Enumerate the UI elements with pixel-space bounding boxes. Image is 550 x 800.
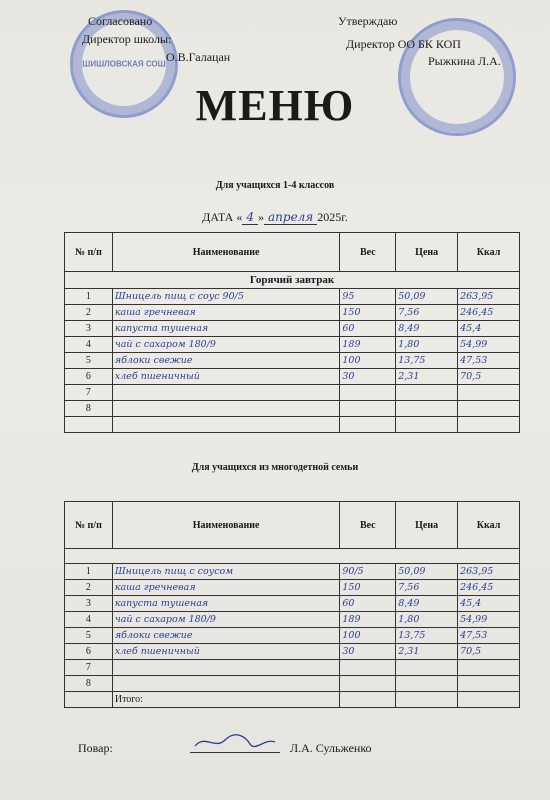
table-row: [65, 564, 520, 580]
dish-kcal: 70,5: [458, 369, 520, 385]
dish-kcal: 54,99: [458, 612, 520, 628]
dish-weight: 60: [340, 321, 396, 337]
table-row: [65, 676, 520, 692]
dish-price: 50,09: [396, 564, 458, 580]
table-row: [65, 369, 520, 385]
dish-weight: 189: [340, 337, 396, 353]
subtitle-large-family: Для учащихся из многодетной семьи: [191, 462, 359, 473]
row-number: 3: [65, 321, 113, 337]
row-number: 3: [65, 596, 113, 612]
dish-price: 13,75: [396, 628, 458, 644]
col-number: № п/п: [65, 502, 113, 549]
total-row: [65, 692, 520, 708]
row-number: 5: [65, 353, 113, 369]
cook-label: Повар:: [78, 741, 113, 755]
stamp-left-text: ШИШЛОВСКАЯ СОШ: [82, 59, 166, 69]
table-row: [65, 612, 520, 628]
row-number: 6: [65, 644, 113, 660]
dish-price: 8,49: [396, 321, 458, 337]
row-number: 8: [65, 401, 113, 417]
approved-label: Утверждаю: [338, 14, 398, 28]
col-number: № п/п: [65, 233, 113, 272]
dish-weight: [340, 660, 396, 676]
dish-name: хлеб пшеничный: [112, 369, 340, 385]
group-title: Горячий завтрак: [65, 272, 520, 289]
table-row: [65, 321, 520, 337]
dish-weight: 90/5: [340, 564, 396, 580]
row-number: 2: [65, 305, 113, 321]
dish-name: каша гречневая: [112, 305, 340, 321]
dish-name: [112, 385, 340, 401]
dish-name: Шницель пищ с соусом: [112, 564, 340, 580]
cook-signature: [190, 732, 280, 753]
row-number: 2: [65, 580, 113, 596]
agreed-name: О.В.Галацан: [166, 50, 231, 64]
col-price: Цена: [396, 502, 458, 549]
dish-price: [396, 676, 458, 692]
dish-weight: 60: [340, 596, 396, 612]
dish-name: капуста тушеная: [112, 321, 340, 337]
dish-price: [396, 401, 458, 417]
col-name: Наименование: [112, 233, 340, 272]
dish-kcal: 263,95: [458, 289, 520, 305]
dish-name: хлеб пшеничный: [112, 644, 340, 660]
cook-name: Л.А. Сульженко: [290, 741, 372, 755]
table-header-row: [65, 502, 520, 549]
row-number: 8: [65, 676, 113, 692]
row-number: 7: [65, 385, 113, 401]
dish-name: [112, 660, 340, 676]
dish-name: чай с сахаром 180/9: [112, 612, 340, 628]
dish-price: 7,56: [396, 580, 458, 596]
table-row: [65, 289, 520, 305]
dish-kcal: 54,99: [458, 337, 520, 353]
date-month: апреля: [264, 210, 317, 225]
table-row: [65, 353, 520, 369]
dish-name: Шницель пищ с соус 90/5: [112, 289, 340, 305]
dish-kcal: 246,45: [458, 580, 520, 596]
agreed-label: Согласовано: [88, 14, 153, 28]
dish-kcal: [458, 676, 520, 692]
dish-kcal: 47,53: [458, 628, 520, 644]
date-mid: »: [258, 210, 264, 224]
table-row: [65, 660, 520, 676]
col-weight: Вес: [340, 233, 396, 272]
dish-price: 8,49: [396, 596, 458, 612]
dish-price: [396, 385, 458, 401]
row-number: 6: [65, 369, 113, 385]
col-name: Наименование: [112, 502, 340, 549]
dish-kcal: [458, 401, 520, 417]
dish-weight: 150: [340, 305, 396, 321]
table-row: [65, 644, 520, 660]
table-row: [65, 596, 520, 612]
group-row: [65, 272, 520, 289]
dish-name: [112, 676, 340, 692]
col-weight: Вес: [340, 502, 396, 549]
table-row: [65, 305, 520, 321]
approved-name: Рыжкина Л.А.: [428, 54, 501, 68]
dish-weight: 100: [340, 353, 396, 369]
date-line: [0, 210, 550, 225]
dish-name: яблоки свежие: [112, 628, 340, 644]
dish-weight: 100: [340, 628, 396, 644]
dish-price: 7,56: [396, 305, 458, 321]
dish-name: яблоки свежие: [112, 353, 340, 369]
row-number: 1: [65, 289, 113, 305]
col-price: Цена: [396, 233, 458, 272]
dish-name: каша гречневая: [112, 580, 340, 596]
dish-price: 13,75: [396, 353, 458, 369]
table-2-body: [65, 564, 520, 692]
subtitle-grades: Для учащихся 1-4 классов: [215, 180, 335, 191]
table-row: [65, 385, 520, 401]
dish-kcal: 70,5: [458, 644, 520, 660]
dish-price: 50,09: [396, 289, 458, 305]
dish-name: [112, 401, 340, 417]
menu-table-1: [64, 232, 520, 433]
dish-kcal: 246,45: [458, 305, 520, 321]
dish-kcal: [458, 660, 520, 676]
table-row: [65, 401, 520, 417]
dish-weight: 30: [340, 369, 396, 385]
dish-weight: 95: [340, 289, 396, 305]
dish-kcal: 47,53: [458, 353, 520, 369]
signature-icon: [190, 732, 280, 752]
dish-price: 2,31: [396, 369, 458, 385]
table-spacer-row: [65, 417, 520, 433]
table-row: [65, 580, 520, 596]
dish-kcal: 45,4: [458, 596, 520, 612]
dish-name: чай с сахаром 180/9: [112, 337, 340, 353]
table-1-body: [65, 289, 520, 417]
dish-price: [396, 660, 458, 676]
row-number: 1: [65, 564, 113, 580]
approved-role: Директор ОО БК КОП: [346, 37, 461, 51]
dish-weight: 189: [340, 612, 396, 628]
dish-kcal: 45,4: [458, 321, 520, 337]
dish-kcal: [458, 385, 520, 401]
date-year: 2025г.: [317, 210, 348, 224]
dish-weight: [340, 401, 396, 417]
row-number: 4: [65, 337, 113, 353]
agreed-role: Директор школы:: [82, 32, 172, 46]
dish-price: 1,80: [396, 612, 458, 628]
dish-kcal: 263,95: [458, 564, 520, 580]
date-prefix: ДАТА «: [202, 210, 243, 224]
dish-name: капуста тушеная: [112, 596, 340, 612]
date-day: 4: [242, 210, 258, 225]
col-kcal: Ккал: [458, 502, 520, 549]
dish-weight: [340, 676, 396, 692]
total-label: Итого:: [112, 692, 340, 708]
dish-price: 2,31: [396, 644, 458, 660]
table-row: [65, 337, 520, 353]
row-number: 5: [65, 628, 113, 644]
page-title: МЕНЮ: [195, 81, 355, 130]
row-number: 7: [65, 660, 113, 676]
col-kcal: Ккал: [458, 233, 520, 272]
dish-weight: 30: [340, 644, 396, 660]
dish-price: 1,80: [396, 337, 458, 353]
menu-table-2: [64, 501, 520, 708]
table-spacer-row: [65, 549, 520, 564]
row-number: 4: [65, 612, 113, 628]
table-row: [65, 628, 520, 644]
dish-weight: [340, 385, 396, 401]
dish-weight: 150: [340, 580, 396, 596]
table-header-row: [65, 233, 520, 272]
